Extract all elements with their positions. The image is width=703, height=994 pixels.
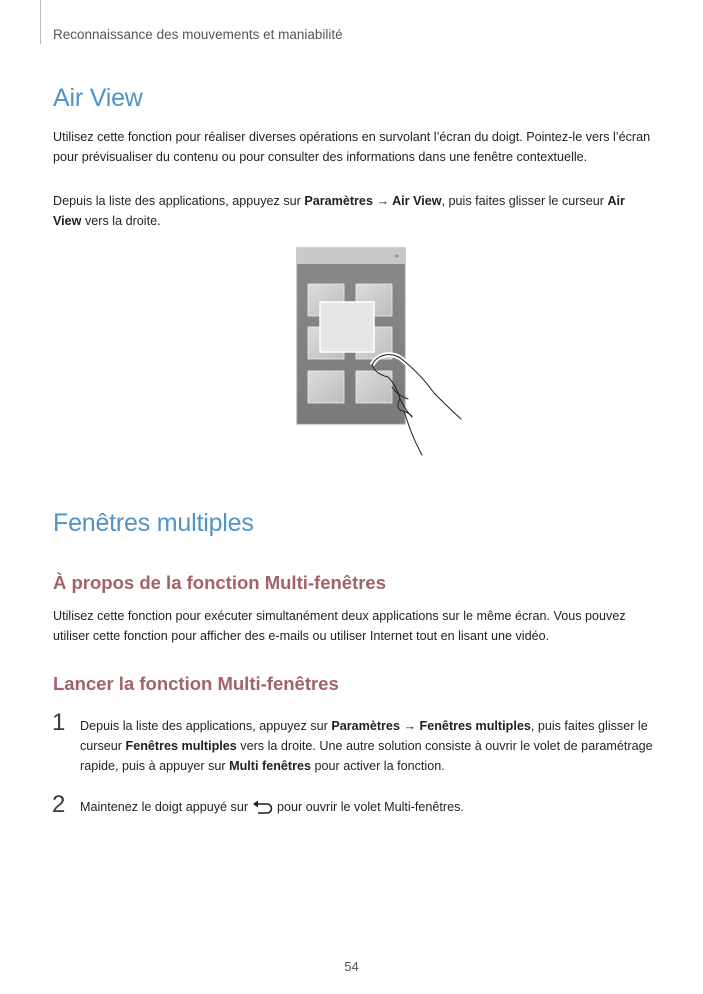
page-number: 54 (344, 959, 359, 974)
section-title-air-view: Air View (53, 84, 143, 112)
air-view-instructions: Depuis la liste des applications, appuyez sur Paramètres → Air View, puis faites glisser le curseur Air View vers la droite. (53, 194, 625, 228)
air-view-description: Utilisez cette fonction pour réaliser diverses opérations en survolant l’écran du doigt. Pointez-le vers l’écran pour prévisualiser du contenu ou pour consulter des informations dans une fenêtre contextuelle. (53, 130, 651, 164)
corner-rule (40, 0, 41, 44)
step-number-2: 2 (52, 791, 66, 818)
app-tile (356, 371, 392, 403)
air-view-illustration (296, 247, 466, 459)
step-2-text: Maintenez le doigt appuyé sur pour ouvrir le volet Multi-fenêtres. (80, 800, 464, 814)
back-icon (252, 800, 274, 814)
subsection-title-about: À propos de la fonction Multi-fenêtres (53, 572, 387, 593)
step-number-1: 1 (52, 709, 66, 736)
preview-popup (320, 302, 374, 352)
running-head: Reconnaissance des mouvements et maniabilité (53, 27, 343, 42)
status-bar (297, 248, 405, 264)
app-tile (308, 371, 344, 403)
step-1-text: Depuis la liste des applications, appuyez sur Paramètres → Fenêtres multiples, puis faites glisser le curseur Fenêtres multiples vers la droite. Une autre solution consiste à ouvrir le volet de paramétrage rapide, puis à appuyer sur Multi fenêtres pour activer la fonction. (80, 719, 653, 773)
section-title-multi-window: Fenêtres multiples (53, 509, 254, 537)
about-description: Utilisez cette fonction pour exécuter simultanément deux applications sur le même écran. Vous pouvez utiliser cette fonction pour afficher des e-mails ou utiliser Internet tout en lisant une vidéo. (53, 609, 626, 643)
status-dot (396, 255, 399, 258)
subsection-title-launch: Lancer la fonction Multi-fenêtres (53, 673, 339, 694)
